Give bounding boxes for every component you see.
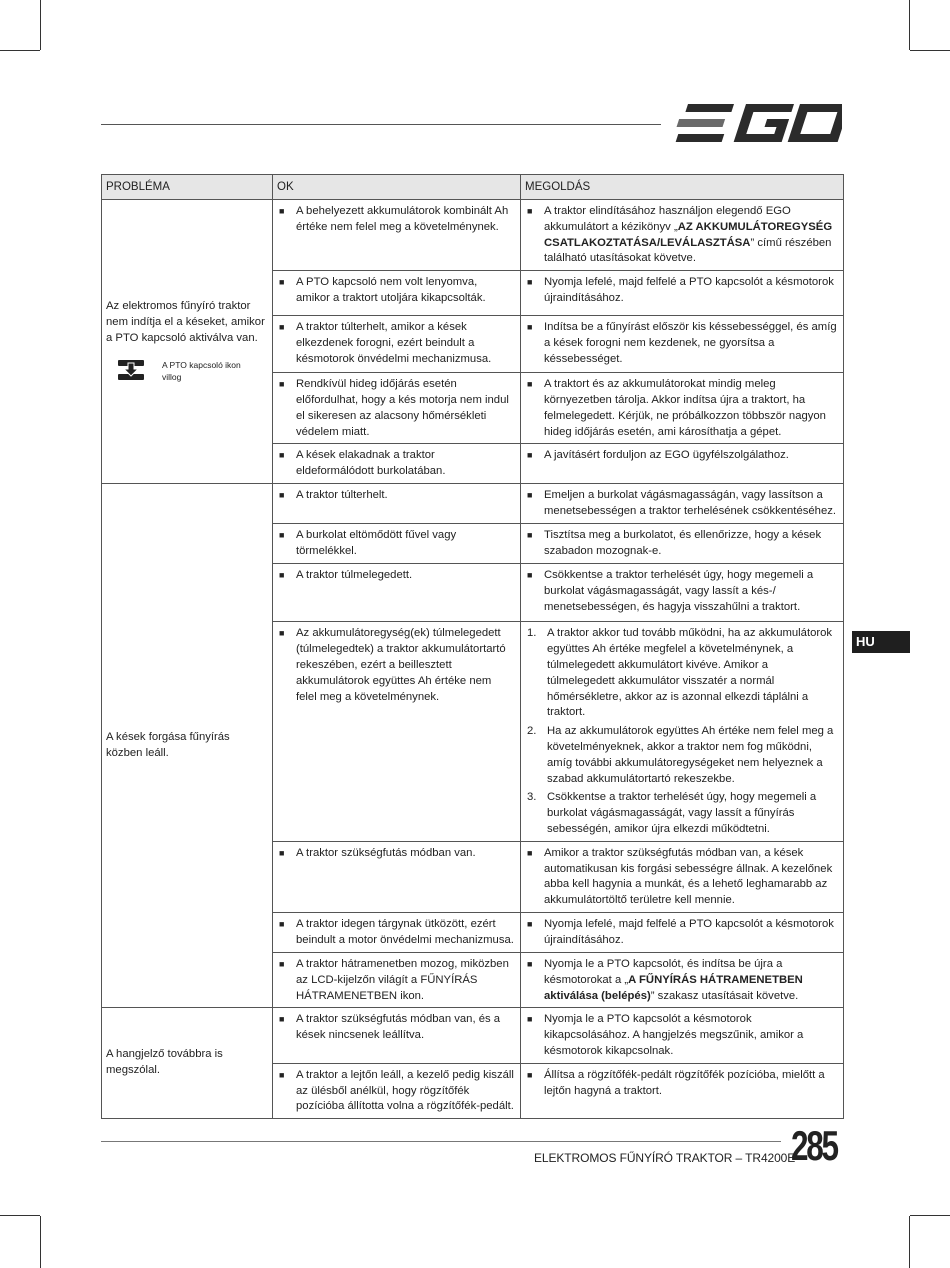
crop-mark xyxy=(910,1215,950,1216)
problem-cell xyxy=(102,200,273,484)
header-solution: MEGOLDÁS xyxy=(521,175,844,200)
problem-cell xyxy=(102,1008,273,1119)
cause-cell: ■ A traktor túlmelegedett. xyxy=(273,564,521,622)
troubleshooting-table xyxy=(101,174,844,1119)
list-item: 1. A traktor akkor tud tovább működni, ha az akkumulátorok együttes Ah értéke megfelel a követelménynek, a túlmelegedett akkumulátort kivéve. Amikor a túlmelegedett akkumulátor visszatér a normál hőmérsékletre, akkor az is azonnal elkezdi táplálni a traktort. xyxy=(527,627,833,719)
bullet-icon: ■ xyxy=(527,490,533,501)
crop-mark xyxy=(0,1215,40,1216)
bullet-icon: ■ xyxy=(279,277,285,288)
solution-cell xyxy=(521,622,844,841)
pto-switch-icon xyxy=(116,359,146,381)
language-tab: HU xyxy=(852,631,910,653)
solution-cell: ■ Emeljen a burkolat vágásmagasságán, vagy lassítson a menetsebességen a traktor terhelésének csökkentéséhez. xyxy=(521,484,844,524)
page-number: 285 xyxy=(791,1122,837,1169)
bullet-icon: ■ xyxy=(279,490,285,501)
bullet-icon: ■ xyxy=(527,322,533,333)
solution-cell: ■ Nyomja le a PTO kapcsolót, és indítsa be újra a késmotorokat a „A FŰNYÍRÁS HÁTRAMENETBEN aktiválása (belépés)” szakasz utasításait követve. xyxy=(521,952,844,1007)
footer-title: ELEKTROMOS FŰNYÍRÓ TRAKTOR – TR4200E xyxy=(534,1151,796,1165)
list-item: 2. Ha az akkumulátorok együttes Ah értéke nem felel meg a követelményeknek, akkor a traktor nem fog működni, amíg további akkumulátoregységeket nem helyeznek a szabad akkumulátortartó rekeszekbe. xyxy=(527,725,834,785)
solution-cell: ■ Csökkentse a traktor terhelését úgy, hogy megemeli a burkolat vágásmagasságát, vagy lassít a kés-/ menetsebességen, és hagyja visszahűlni a traktort. xyxy=(521,564,844,622)
solution-cell: ■ A javításért forduljon az EGO ügyfélszolgálathoz. xyxy=(521,444,844,484)
bullet-icon: ■ xyxy=(527,958,533,969)
bullet-icon: ■ xyxy=(527,530,533,541)
crop-mark xyxy=(0,50,40,51)
bullet-icon: ■ xyxy=(279,570,285,581)
problem-text: A kések forgása fűnyírás közben leáll. xyxy=(106,731,230,759)
bullet-icon: ■ xyxy=(279,206,285,216)
crop-mark xyxy=(910,50,950,51)
bullet-icon: ■ xyxy=(279,1069,285,1080)
header-cause: OK xyxy=(273,175,521,200)
solution-cell: ■ Nyomja lefelé, majd felfelé a PTO kapcsolót a késmotorok újraindításához. xyxy=(521,912,844,952)
cause-cell: ■ A traktor hátramenetben mozog, miközben az LCD-kijelzőn világít a FŰNYÍRÁS HÁTRAMENETBEN ikon. xyxy=(273,952,521,1007)
bullet-icon: ■ xyxy=(527,570,533,581)
table-row xyxy=(102,484,844,524)
bullet-icon: ■ xyxy=(527,918,533,929)
solution-cell: ■ Állítsa a rögzítőfék-pedált rögzítőfék pozícióba, mielőtt a lejtőn hagyná a traktort. xyxy=(521,1063,844,1118)
bullet-icon: ■ xyxy=(279,1014,285,1025)
cause-cell: ■ A kések elakadnak a traktor eldeformálódott burkolatában. xyxy=(273,444,521,484)
solution-cell: ■ Nyomja lefelé, majd felfelé a PTO kapcsolót a késmotorok újraindításához. xyxy=(521,271,844,316)
pto-caption: A PTO kapcsoló ikon villog xyxy=(162,359,241,383)
bullet-icon: ■ xyxy=(279,450,285,461)
table-row xyxy=(102,1008,844,1063)
bullet-icon: ■ xyxy=(527,847,533,858)
bullet-icon: ■ xyxy=(279,628,285,639)
bullet-icon: ■ xyxy=(279,530,285,541)
cause-cell: ■ A PTO kapcsoló nem volt lenyomva, amikor a traktort utoljára kikapcsolták. xyxy=(273,271,521,316)
solution-cell: ■ A traktor elindításához használjon elegendő EGO akkumulátort a kézikönyv „AZ AKKUMULÁTOREGYSÉG CSATLAKOZTATÁSA/LEVÁLASZTÁSA” című részében található utasításokat követve. xyxy=(521,200,844,271)
solution-cell: ■ Amikor a traktor szükségfutás módban van, a kések automatikusan kis forgási sebességre állnak. A kezelőnek abba kell hagynia a munkát, és a lehető leghamarabb az akkumulátortöltő területre kell mennie. xyxy=(521,841,844,912)
bullet-icon: ■ xyxy=(527,206,533,216)
problem-text: A hangjelző továbbra is megszólal. xyxy=(106,1048,223,1077)
bullet-icon: ■ xyxy=(527,1069,533,1080)
bullet-icon: ■ xyxy=(527,277,533,288)
solution-cell: ■ Indítsa be a fűnyírást először kis késsebességgel, és amíg a kések forogni nem kezdenek, ne gyorsítsa a késsebességet. xyxy=(521,316,844,373)
cause-cell: ■ Az akkumulátoregység(ek) túlmelegedett (túlmelegedtek) a traktor akkumulátortartó rekeszében, ezért a beillesztett akkumulátorok együttes Ah értéke nem felel meg a követelménynek. xyxy=(273,622,521,841)
cause-cell: ■ A traktor szükségfutás módban van. xyxy=(273,841,521,912)
cause-cell: ■ A burkolat eltömődött fűvel vagy törmelékkel. xyxy=(273,524,521,564)
crop-mark xyxy=(909,1216,910,1268)
bullet-icon: ■ xyxy=(527,379,533,390)
header-problem: PROBLÉMA xyxy=(102,175,273,200)
bullet-icon: ■ xyxy=(279,918,285,929)
bullet-icon: ■ xyxy=(527,1014,533,1025)
solution-cell: ■ Nyomja le a PTO kapcsolót a késmotorok kikapcsolásához. A hangjelzés megszűnik, amikor a késmotorok kikapcsolnak. xyxy=(521,1008,844,1063)
table-header-row xyxy=(102,175,844,200)
cause-cell: ■ A traktor túlterhelt, amikor a kések elkezdenek forogni, ezért beindult a késmotorok önvédelmi mechanizmusa. xyxy=(273,316,521,373)
pto-indicator xyxy=(116,359,268,384)
ego-logo xyxy=(672,104,842,142)
bullet-icon: ■ xyxy=(527,450,533,461)
cause-cell: ■ A behelyezett akkumulátorok kombinált Ah értéke nem felel meg a követelménynek. xyxy=(273,200,521,271)
bullet-icon: ■ xyxy=(279,322,285,333)
crop-mark xyxy=(40,0,41,50)
problem-text: Az elektromos fűnyíró traktor nem indítja el a késeket, amikor a PTO kapcsoló aktiválva van. xyxy=(106,300,265,345)
header-rule xyxy=(101,124,661,125)
cause-cell: ■ Rendkívül hideg időjárás esetén előfordulhat, hogy a kés motorja nem indul el sikeresen az alacsony hőmérsékleti védelem miatt. xyxy=(273,373,521,444)
crop-mark xyxy=(909,0,910,50)
bullet-icon: ■ xyxy=(279,958,285,969)
bullet-icon: ■ xyxy=(279,379,285,390)
cause-cell: ■ A traktor idegen tárgynak ütközött, ezért beindult a motor önvédelmi mechanizmusa. xyxy=(273,912,521,952)
footer-rule xyxy=(101,1141,781,1142)
solution-cell: ■ Tisztítsa meg a burkolatot, és ellenőrizze, hogy a kések szabadon mozognak-e. xyxy=(521,524,844,564)
table-row xyxy=(102,200,844,271)
cause-cell: ■ A traktor szükségfutás módban van, és a kések nincsenek leállítva. xyxy=(273,1008,521,1063)
solution-cell: ■ A traktort és az akkumulátorokat mindig meleg környezetben tárolja. Akkor indítsa újra a traktort, ha felmelegedett. Kérjük, ne próbálkozzon többször nagyon hideg időjárás esetén, ami károsíthatja a gépet. xyxy=(521,373,844,444)
cause-cell: ■ A traktor a lejtőn leáll, a kezelő pedig kiszáll az ülésből anélkül, hogy rögzítőfék pozícióba állította volna a rögzítőfék-pedált. xyxy=(273,1063,521,1118)
bullet-icon: ■ xyxy=(279,847,285,858)
crop-mark xyxy=(40,1216,41,1268)
problem-cell xyxy=(102,484,273,1008)
cause-cell: ■ A traktor túlterhelt. xyxy=(273,484,521,524)
list-item: 3. Csökkentse a traktor terhelését úgy, hogy megemeli a burkolat vágásmagasságát, vagy lassít a fűnyírás sebességén, amikor újra elkezdi működtetni. xyxy=(527,791,817,835)
